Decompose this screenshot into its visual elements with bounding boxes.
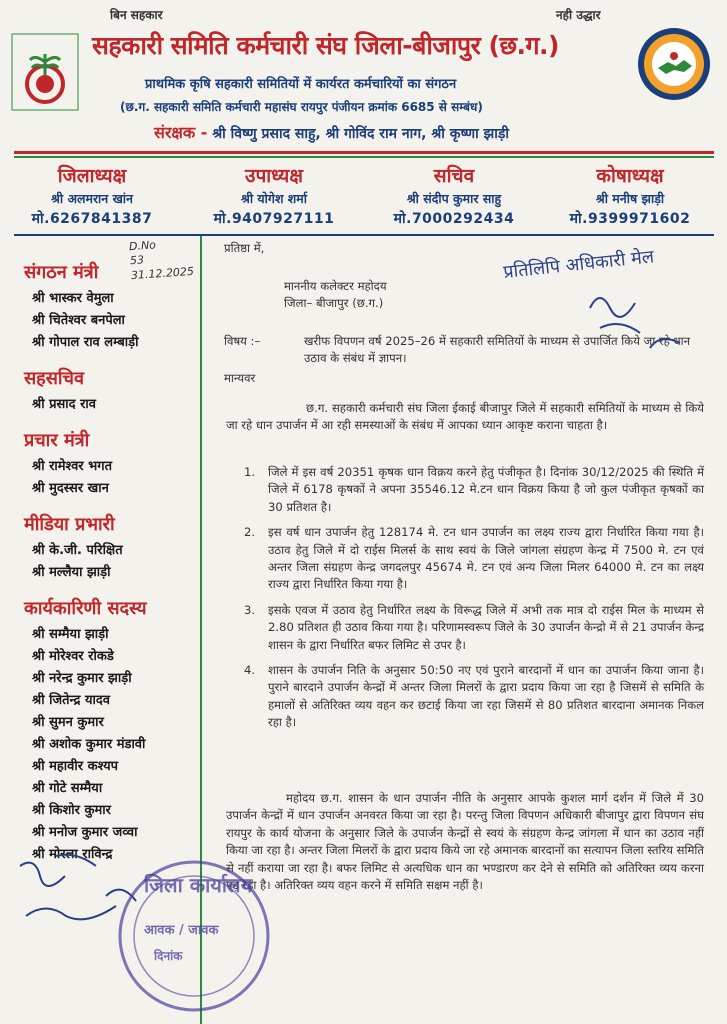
member-name: श्री सम्मैया झाड़ी [32, 627, 109, 642]
handwritten-note-text: प्रतिलिपि अधिकारी मेल [502, 246, 656, 283]
item-number: 1. [244, 465, 256, 479]
list-item [240, 602, 704, 654]
item-text: इसके एवज में उठाव हेतु निर्धारित लक्ष्य के विरूद्ध जिले में अभी तक मात्र दो राईस मिल के माध्यम से 2.80 प्रतिशत ही उठाव किया गया है। परिणामस्वरूप जिले के 30 उपार्जन केन्द्रो में से 21 उपार्जन केन्द्र शासन के द्वारा निर्धारित बफर लिमिट से उपर है। [268, 602, 704, 652]
officer-title: कोषाध्यक्ष [596, 165, 664, 187]
officer-treasurer [550, 162, 710, 228]
member-name: श्री गोटे सम्मैया [32, 781, 103, 796]
address: जिला– बीजापुर (छ.ग.) [284, 296, 384, 310]
officer-phone: मो.6267841387 [31, 211, 153, 227]
member-name: श्री अशोक कुमार मंडावी [32, 737, 146, 752]
member-name: श्री सुमन कुमार [32, 715, 104, 730]
sidebar-heading: संगठन मंत्री [24, 262, 99, 283]
officer-title: उपाध्यक्ष [245, 165, 303, 187]
list-item [240, 524, 704, 594]
organization-title: सहकारी समिति कर्मचारी संघ जिला-बीजापुर (छ.ग.) [92, 31, 559, 60]
officer-phone: मो.7000292434 [393, 211, 515, 227]
cooperative-seal-icon [636, 26, 712, 102]
issue-list [240, 464, 704, 739]
member-name: श्री मल्लैया झाड़ी [32, 565, 111, 580]
list-item [240, 464, 704, 516]
registration-line: (छ.ग. सहकारी समिति कर्मचारी महासंघ रायपुर पंजीयन क्रमांक 6685 से सम्बंध) [120, 100, 483, 114]
member-sidebar [24, 246, 202, 866]
subject-text: खरीफ विपणन वर्ष 2025–26 में सहकारी समितियों के माध्यम से उपार्जित किये जा रहे धान उठाव के संबंध में ज्ञापन। [304, 334, 691, 366]
item-text: शासन के उपार्जन निति के अनुसार 50:50 नए एवं पुराने बारदानों में धान का उपार्जन किया जाना है। पुराने बारदाने उपार्जन केन्द्रों में अन्तर जिला मिलरों के द्वारा प्रदाय किया जा रहा है जिसमें से समिति के हमालों से अतिरिक्त व्यय वहन कर छटाई किया जा रहा जिसमें से 80 प्रतिशत बारदाना अमानक निकल रहा है। [268, 662, 704, 730]
patron-line [154, 121, 509, 143]
member-name: श्री चितेश्वर बनपेला [32, 313, 125, 328]
officer-name: श्री मनीष झाड़ी [595, 191, 665, 206]
intro-paragraph: छ.ग. सहकारी कर्मचारी संघ जिला ईकाई बीजापुर जिले में सहकारी समितियों के माध्यम से किये जा रहे धान उपार्जन में आ रही समस्याओं के संबंध में आपका ध्यान आकृष्ट कराना चाहता है। [226, 401, 704, 433]
stamp-date: दिनांक [154, 949, 183, 963]
item-number: 3. [244, 602, 256, 617]
header-divider-red [14, 151, 714, 154]
stamp-title: जिला कार्यालय [144, 873, 253, 897]
list-item [240, 662, 704, 732]
member-name: श्री मोरेश्वर रोकडे [32, 649, 114, 664]
office-stamp-icon [114, 852, 274, 1020]
item-number: 2. [244, 525, 256, 540]
member-name: श्री मुदस्सर खान [32, 481, 109, 496]
addressee: माननीय कलेक्टर महोदय [284, 279, 387, 293]
member-name: श्री के.जी. परिक्षित [32, 543, 123, 558]
officer-secretary [374, 162, 534, 228]
member-name: श्री भास्कर वेमुला [32, 291, 114, 306]
dispatch-label: D.No [128, 238, 157, 254]
member-name: श्री प्रसाद राव [32, 397, 96, 412]
item-text: जिले में इस वर्ष 20351 कृषक धान विक्रय करने हेतु पंजीकृत है। दिनांक 30/12/2025 की स्थिति में जिले में 6178 कृषकों ने अपना 35546.12 मे.टन धान विक्रय किया है जो कुल पंजीकृत कृषकों का 30 प्रतिशत है। [268, 465, 704, 514]
member-name: श्री मनोज कुमार जव्वा [32, 825, 138, 840]
header-divider-green [14, 156, 714, 158]
officer-title: सचिव [433, 165, 475, 187]
salutation: मान्यवर [224, 371, 256, 385]
member-name: श्री रामेश्वर भगत [32, 459, 113, 474]
dispatch-value: 53 [129, 253, 145, 268]
officer-phone: मो.9399971602 [569, 211, 691, 227]
motto-right: नही उद्धार [556, 8, 601, 22]
member-name: श्री नरेन्द्र कुमार झाड़ी [32, 671, 132, 686]
sidebar-heading: प्रचार मंत्री [24, 430, 90, 451]
officer-title: जिलाध्यक्ष [57, 165, 127, 187]
item-number: 4. [244, 662, 256, 677]
stamp-inout: आवक / जावक [144, 923, 219, 938]
sidebar-heading: कार्यकारिणी सदस्य [24, 598, 147, 619]
subject-label: विषय :– [224, 334, 261, 348]
organization-subtitle: प्राथमिक कृषि सहकारी समितियों में कार्यरत कर्मचारियों का संगठन [145, 77, 457, 92]
cooperative-logo-icon [10, 32, 80, 112]
patron-label: संरक्षक - [154, 123, 208, 142]
officer-phone: मो.9407927111 [213, 211, 335, 227]
to-line: प्रतिष्ठा में, [224, 241, 265, 255]
member-name: श्री गोपाल राव लम्बाड़ी [32, 335, 139, 350]
dispatch-number [129, 236, 195, 283]
member-name: श्री किशोर कुमार [32, 803, 111, 818]
sidebar-heading: सहसचिव [24, 368, 84, 389]
handwritten-endorsement [500, 238, 700, 368]
officer-name: श्री संदीप कुमार साहु [406, 191, 502, 206]
officer-name: श्री योगेश शर्मा [240, 191, 308, 206]
dispatch-date: 31.12.2025 [130, 264, 195, 282]
officer-president [12, 162, 172, 228]
motto-left: बिन सहकार [110, 8, 163, 22]
closing-paragraph: महोदय छ.ग. शासन के धान उपार्जन नीति के अनुसार आपके कुशल मार्ग दर्शन में जिले में 30 उपार्जन केन्द्रों में धान उपार्जन अनवरत किया जा रहा है। परन्तु जिला विपणन अधिकारी बीजापुर द्वारा विपणन संघ रायपुर के कार्य योजना के अनुसार जिले के उपार्जन केन्द्रों से स्वयं के संग्रहण केन्द्र जांगला में धान का उठाव नहीं किया जा रहा है। अन्तर जिला मिलरों के द्वारा प्रदाय किये जा रहे अमानक बारदानों का सत्यापन जिला स्तरिय समिति से नहीं कराया जा रहा है। बफर लिमिट से अत्यधिक धान का भण्डारण कर देने से समिति को अतिरिक्त व्यय करना पड़ रहा है। अतिरिक्त व्यय वहन करने में समिति सक्षम नहीं है। [226, 791, 704, 892]
patron-names: श्री विष्णु प्रसाद साहु, श्री गोविंद राम नाग, श्री कृष्णा झाड़ी [212, 126, 509, 142]
member-name: श्री मोरला राविन्द्र [32, 847, 113, 862]
member-name: श्री जितेन्द्र यादव [32, 693, 111, 708]
officer-vice-president [194, 162, 354, 228]
member-name: श्री महावीर कश्यप [32, 759, 119, 774]
item-text: इस वर्ष धान उपार्जन हेतु 128174 मे. टन धान उपार्जन का लक्ष्य राज्य द्वारा निर्धारित किया गया है। उठाव हेतु जिले में दो राईस मिलर्स के साथ स्वयं के जिले जांगला संग्रहण केन्द्र में 7500 मे. टन एवं अन्तर जिला संग्रहण केन्द्र जगदलपुर 45674 मे. टन एवं अन्य जिला मिलर 64000 मे. टन का लक्ष्य राज्य द्वारा निर्धारित किया गया है। [268, 525, 704, 592]
officers-divider [14, 234, 714, 236]
sidebar-heading: मीडिया प्रभारी [24, 514, 115, 535]
officer-name: श्री अलमरान खांन [51, 191, 133, 206]
